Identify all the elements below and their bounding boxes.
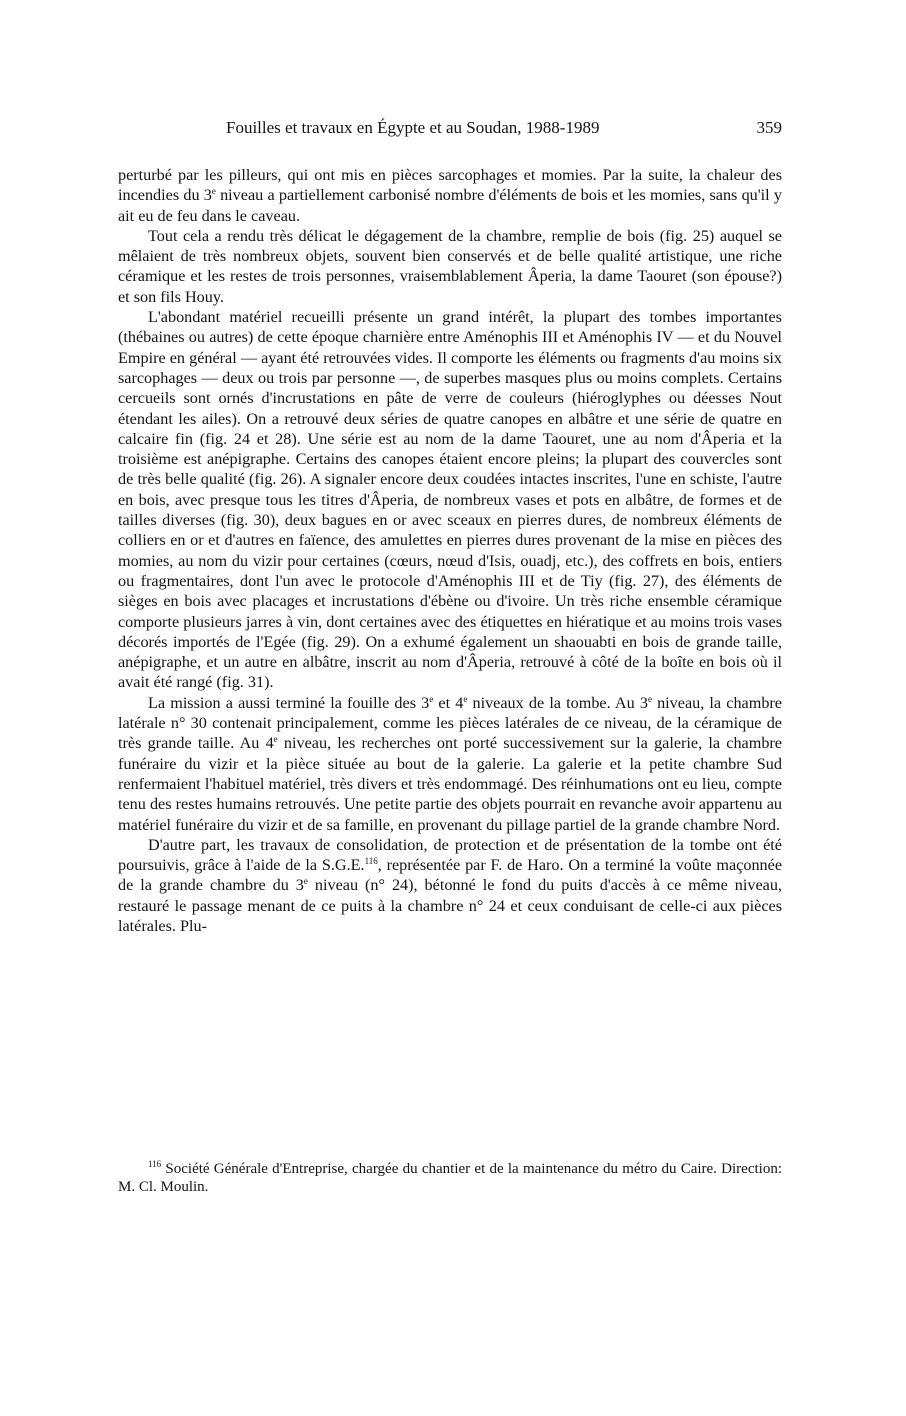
paragraph-text: Tout cela a rendu très délicat le dégagement de la chambre, remplie de bois (fig. 25) auquel se mêlaient de très nombreux objets, souvent bien conservés et de belle qualité artistique, une riche céramique et les restes de trois personnes, vraisemblablement Âperia, la dame Taouret (son épouse?) et son fils Houy.: [118, 226, 782, 306]
page-number: 359: [756, 118, 782, 137]
paragraph-text: L'abondant matériel recueilli présente un grand intérêt, la plupart des tombes importantes (thébaines ou autres) de cette époque charnière entre Aménophis III et Aménophis IV — et du Nouvel Empire en général — ayant été retrouvées vides. Il comporte les éléments ou fragments d'au moins six sarcophages — deux ou trois par personne —, de superbes masques plus ou moins complets. Certains cercueils sont ornés d'incrustations en pâte de verre de couleurs (hiéroglyphes ou déesses Nout étendant les ailes). On a retrouvé deux séries de quatre canopes en albâtre et une série de quatre en calcaire fin (fig. 24 et 28). Une série est au nom de la dame Taouret, une au nom d'Âperia et la troisième est anépigraphe. Certains des canopes étaient encore pleins; la plupart des couvercles sont de très belle qualité (fig. 26). A signaler encore deux coudées intactes inscrites, l'une en schiste, l'autre en bois, avec presque tous les titres d'Âperia, de nombreux vases et pots en albâtre, de formes et de tailles diverses (fig. 30), deux bagues en or avec sceaux en pierres dures, de nombreux éléments de colliers en or et d'autres en faïence, des amulettes en pierres dures provenant de la mise en pièces des momies, au nom du vizir pour certaines (cœurs, nœud d'Isis, ouadj, etc.), des coffrets en bois, entiers ou fragmentaires, dont l'un avec le protocole d'Aménophis III et de Tiy (fig. 27), des éléments de sièges en bois avec placages et incrustations d'ébène ou d'ivoire. Un très riche ensemble céramique comporte plusieurs jarres à vin, dont certaines avec des étiquettes en hiératique et au moins trois vases décorés importés de l'Egée (fig. 29). On a exhumé également un shaouabti en bois de grande taille, anépigraphe, et un autre en albâtre, inscrit au nom d'Âperia, retrouvé à côté de la boîte en bois où il avait été rangé (fig. 31).: [118, 308, 782, 692]
paragraph: [118, 835, 782, 936]
ordinal-superscript: e: [463, 693, 468, 704]
paragraph-text: niveau, les recherches ont porté successivement sur la galerie, la chambre funéraire du vizir et la pièce située au bout de la galerie. La galerie et la petite chambre Sud renfermaient l'habituel matériel, très divers et très endommagé. Des réinhumations ont eu lieu, compte tenu des restes humains retrouvés. Une petite partie des objets pourrait en revanche avoir appartenu au matériel funéraire du vizir et de sa famille, en provenant du pillage partiel de la grande chambre Nord.: [118, 734, 782, 834]
paragraph-text: perturbé par les pilleurs, qui ont mis en pièces sarcophages et momies. Par la suite, la chaleur des incendies du 3: [118, 166, 782, 205]
paragraph-text: niveaux de la tombe. Au 3: [467, 693, 648, 712]
paragraph-text: et 4: [433, 693, 464, 712]
paragraph-text: niveau, la chambre latérale n° 30 contenait principalement, comme les pièces latérales de ce niveau, de la céramique de très grande taille. Au 4: [118, 693, 782, 753]
paragraph-text: , représentée par F. de Haro. On a terminé la voûte maçonnée de la grande chambre du 3: [118, 856, 782, 895]
ordinal-superscript: e: [429, 693, 434, 704]
ordinal-superscript: e: [273, 734, 278, 745]
paragraph-text: La mission a aussi terminé la fouille des 3: [148, 693, 430, 712]
paragraph-text: D'autre part, les travaux de consolidation, de protection et de présentation de la tombe ont été poursuivis, grâce à l'aide de la S.G.E.: [118, 835, 782, 875]
paragraph: [118, 165, 782, 226]
ordinal-superscript: e: [211, 186, 216, 197]
paragraph-text: niveau a partiellement carbonisé nombre d'éléments de bois et les momies, sans qu'il y ait eu de feu dans le caveau.: [118, 186, 782, 225]
footnotes: [118, 1160, 782, 1196]
footnote-number: 116: [148, 1159, 162, 1169]
paragraph: [118, 693, 782, 835]
footnote: [118, 1160, 782, 1196]
body-text: [118, 165, 782, 936]
ordinal-superscript: e: [303, 876, 308, 887]
paragraph: [118, 226, 782, 307]
paragraph: [118, 307, 782, 693]
ordinal-superscript: e: [647, 693, 652, 704]
paragraph-text: niveau (n° 24), bétonné le fond du puits d'accès à ce même niveau, restauré le passage menant de ce puits à la chambre n° 24 et ceux conduisant de celle-ci aux pièces latérales. Plu-: [118, 876, 782, 935]
footnote-text: Société Générale d'Entreprise, chargée du chantier et de la maintenance du métro du Caire. Direction: M. Cl. Moulin.: [118, 1161, 782, 1195]
running-title: Fouilles et travaux en Égypte et au Soudan, 1988-1989: [226, 118, 600, 137]
footnote-reference: 116: [364, 856, 378, 867]
